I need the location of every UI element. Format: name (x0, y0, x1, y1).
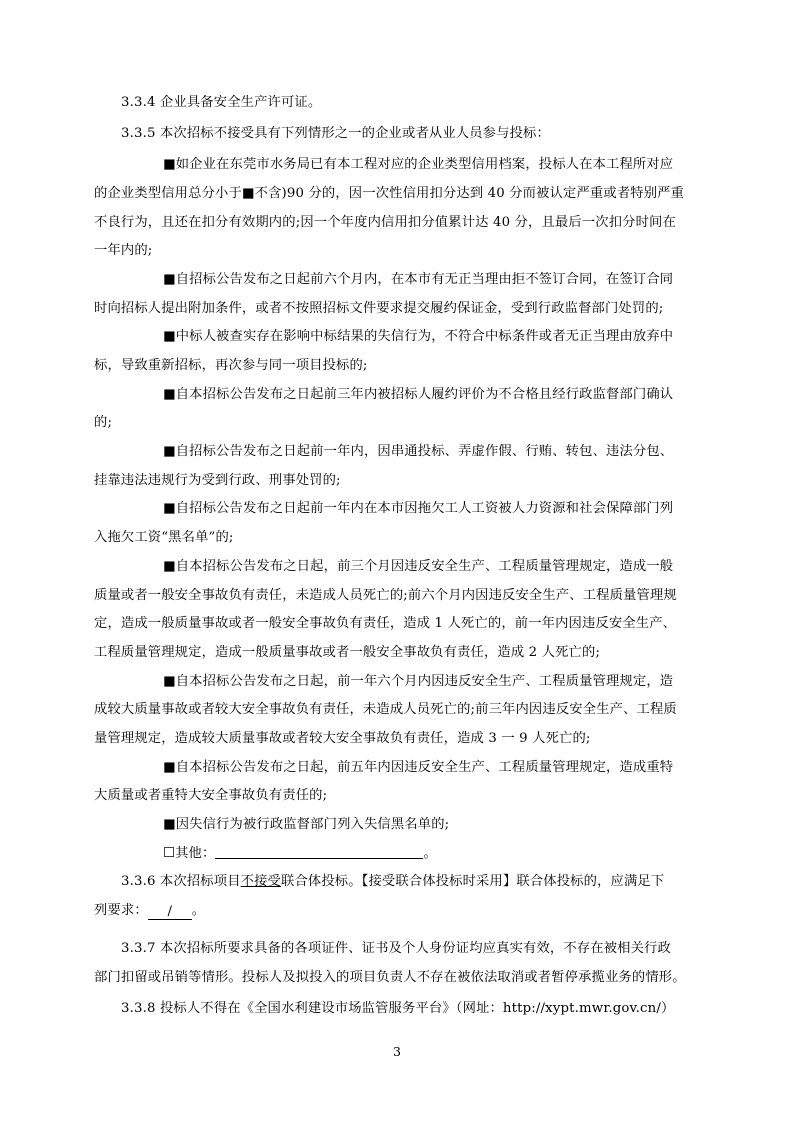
item-wages-line-1: ■自招标公告发布之日起前一年内在本市因拖欠工人工资被人力资源和社会保障部门列 (163, 501, 674, 516)
item-general-accident-line-1: ■自本招标公告发布之日起，前三个月因违反安全生产、工程质量管理规定，造成一般 (163, 559, 674, 574)
requirements-blank: / (148, 905, 192, 920)
clause-3-3-6-requirements (94, 903, 205, 919)
item-winner-line-2: 标，导致重新招标，再次参与同一项目投标的; (94, 358, 368, 373)
item-major-accident-line-1: ■自本招标公告发布之日起，前一年六个月内因违反安全生产、工程质量管理规定，造 (163, 674, 674, 689)
item-collusion-line-2: 挂靠违法违规行为受到行政、刑事处罚的; (94, 473, 341, 488)
item-credit-line-3: 不良行为，且还在扣分有效期内的;因一个年度内信用扣分值累计达 40 分，且最后一次扣分时间在 (94, 215, 676, 230)
item-blacklist: ■因失信行为被行政监督部门列入失信黑名单的; (163, 817, 450, 832)
item-major-accident-line-3: 量管理规定，造成较大质量事故或者较大安全事故负有责任，造成 3 一 9 人死亡的; (94, 731, 591, 746)
page-number: 3 (393, 1044, 401, 1059)
clause-3-3-6-rest: 联合体投标。【接受联合体投标时采用】联合体投标的，应满足下 (281, 874, 665, 889)
requirements-end-mark: 。 (191, 903, 206, 918)
consortium-choice: 不接受 (240, 874, 281, 889)
clause-3-3-7-line-2: 部门扣留或吊销等情形。投标人及拟投入的项目负责人不存在被依法取消或者暂停承揽业务的情形。 (94, 970, 686, 985)
item-wages-line-2: 入拖欠工资“黑名单”的; (94, 530, 234, 545)
item-severe-accident-line-1: ■自本招标公告发布之日起，前五年内因违反安全生产、工程质量管理规定，造成重特 (163, 760, 674, 775)
item-evaluation-line-2: 的; (94, 415, 113, 430)
item-credit-line-1: ■如企业在东莞市水务局已有本工程对应的企业类型信用档案，投标人在本工程所对应 (163, 157, 674, 172)
item-credit-line-4: 一年内的; (94, 243, 153, 258)
item-general-accident-line-4: 工程质量管理规定，造成一般质量事故或者一般安全事故负有责任，造成 2 人死亡的; (94, 645, 601, 660)
item-credit-line-2: 的企业类型信用总分小于■不含)90 分的，因一次性信用扣分达到 40 分而被认定严重或者特别严重 (94, 186, 685, 201)
item-general-accident-line-2: 质量或者一般安全事故负有责任，未造成人员死亡的;前六个月内因违反安全生产、工程质量管理规 (94, 588, 677, 603)
clause-3-3-5: 3.3.5 本次招标不接受具有下列情形之一的企业或者从业人员参与投标： (121, 126, 550, 141)
other-label: ☐其他： (163, 846, 216, 861)
clause-3-3-8: 3.3.8 投标人不得在《全国水利建设市场监管服务平台》（网址：http://xypt.mwr.gov.cn/） (121, 1001, 675, 1016)
clause-3-3-6 (121, 874, 664, 890)
item-general-accident-line-3: 定，造成一般质量事故或者一般安全事故负有责任，造成 1 人死亡的，前一年内因违反安全生产、 (94, 616, 677, 631)
item-evaluation-line-1: ■自本招标公告发布之日起前三年内被招标人履约评价为不合格且经行政监督部门确认 (163, 387, 674, 402)
item-contract-line-2: 时向招标人提出附加条件，或者不按照招标文件要求提交履约保证金，受到行政监督部门处罚的; (94, 301, 664, 316)
clause-3-3-4: 3.3.4 企业具备安全生产许可证。 (121, 95, 322, 110)
other-end-mark: 。 (423, 846, 437, 861)
item-major-accident-line-2: 成较大质量事故或者较大安全事故负有责任，未造成人员死亡的;前三年内因违反安全生产、工程质 (94, 702, 677, 717)
requirements-label: 列要求： (94, 903, 148, 918)
item-other (163, 846, 437, 862)
item-winner-line-1: ■中标人被查实存在影响中标结果的失信行为，不符合中标条件或者无正当理由放弃中 (163, 329, 674, 344)
other-blank-field[interactable] (215, 846, 423, 859)
clause-3-3-6-intro: 3.3.6 本次招标项目 (121, 874, 241, 889)
item-collusion-line-1: ■自招标公告发布之日起前一年内，因串通投标、弄虚作假、行贿、转包、违法分包、 (163, 444, 674, 459)
item-severe-accident-line-2: 大质量或者重特大安全事故负有责任的; (94, 788, 328, 803)
item-contract-line-1: ■自招标公告发布之日起前六个月内，在本市有无正当理由拒不签订合同，在签订合同 (163, 272, 674, 287)
clause-3-3-7-line-1: 3.3.7 本次招标所要求具备的各项证件、证书及个人身份证均应真实有效，不存在被相关行政 (121, 941, 671, 956)
